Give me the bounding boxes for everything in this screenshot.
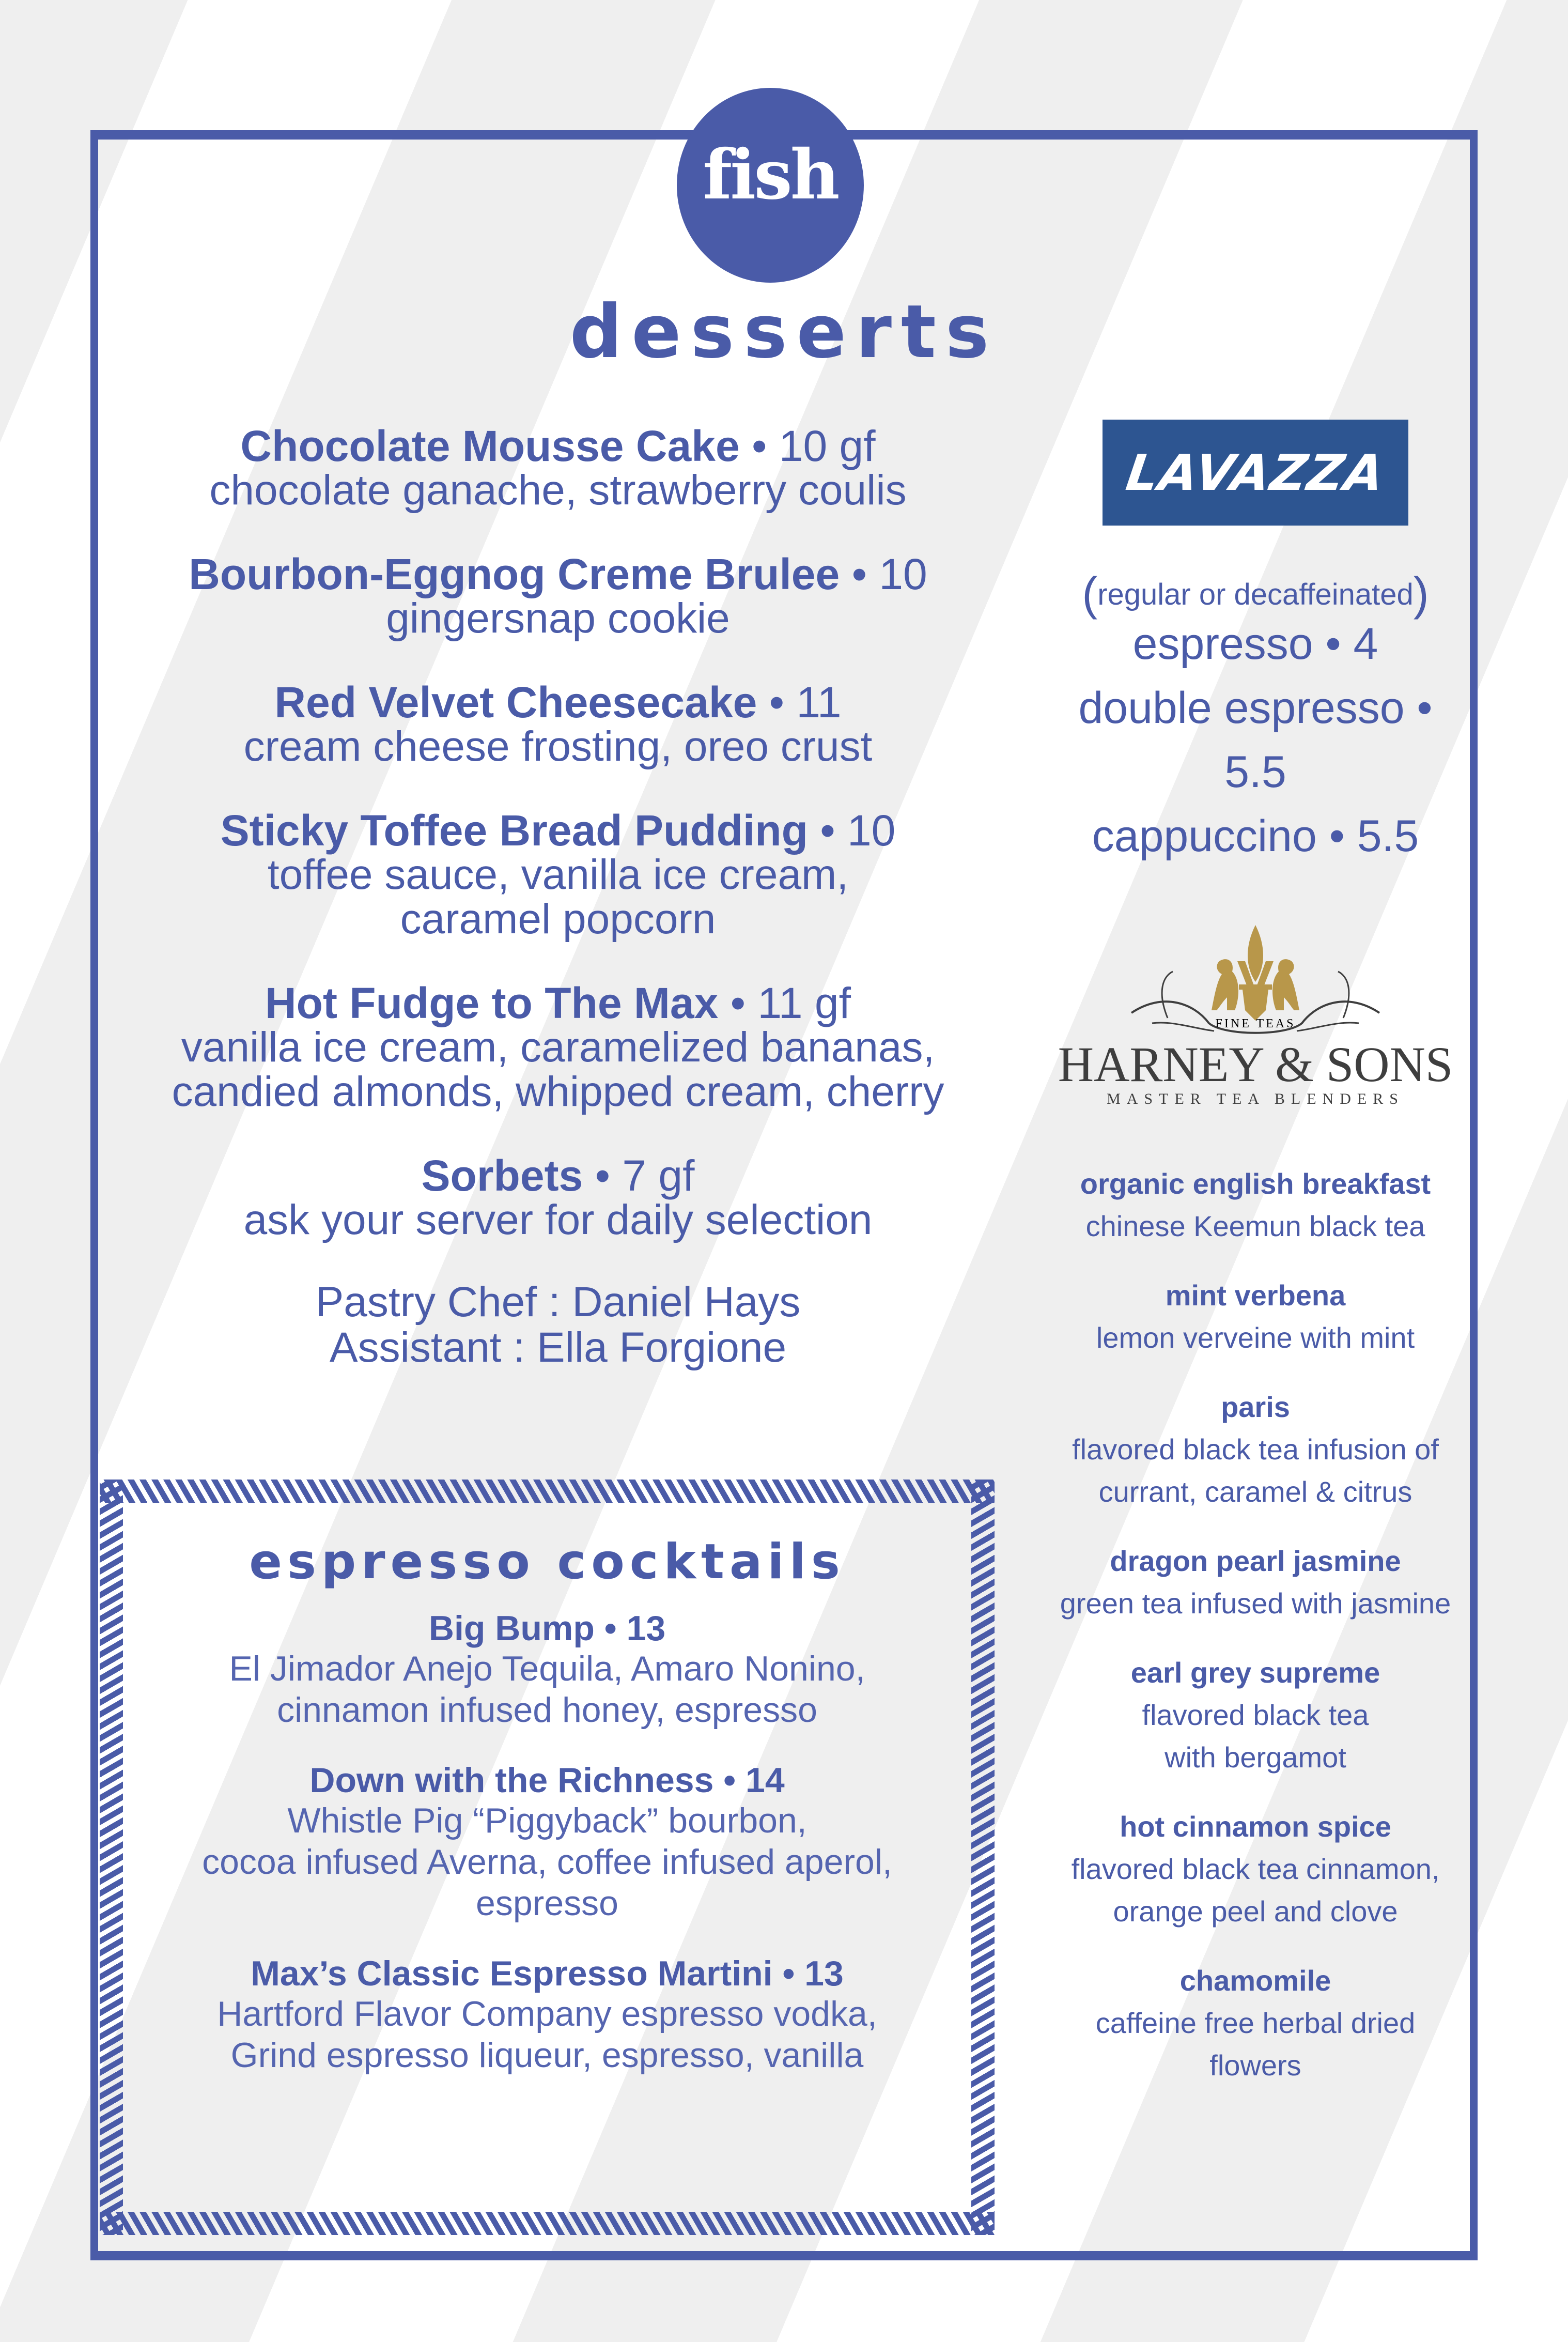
- cocktail-item: [123, 1954, 971, 2076]
- tea-item: [1028, 1806, 1483, 1933]
- dessert-item: [155, 808, 961, 942]
- rope-border-right: [971, 1480, 995, 2235]
- dessert-price: • 7 gf: [595, 1151, 695, 1200]
- page-title: desserts: [569, 289, 999, 375]
- tea-name: paris: [1221, 1391, 1290, 1423]
- cocktail-description: Grind espresso liqueur, espresso, vanilla: [230, 2036, 864, 2075]
- cocktail-title: Down with the Richness • 14: [309, 1761, 785, 1800]
- cocktail-title: Max’s Classic Espresso Martini • 13: [251, 1954, 844, 1993]
- coffee-note: (regular or decaffeinated): [1082, 568, 1429, 620]
- coffee-note-text: regular or decaffeinated: [1097, 578, 1414, 611]
- dessert-description: gingersnap cookie: [386, 595, 730, 642]
- dessert-price: • 10: [851, 550, 927, 598]
- tea-description: flavored black tea cinnamon,: [1071, 1853, 1440, 1885]
- cocktail-description: cocoa infused Averna, coffee infused aperol,: [202, 1842, 892, 1882]
- dessert-item: [155, 552, 961, 641]
- dessert-price: • 10: [820, 806, 896, 855]
- dessert-item: [155, 680, 961, 769]
- cocktail-description: Whistle Pig “Piggyback” bourbon,: [287, 1801, 807, 1840]
- logo-text: fish: [703, 135, 838, 215]
- crest-icon: [1121, 920, 1390, 1039]
- rope-border-bottom: [100, 2212, 995, 2235]
- cocktail-description: cinnamon infused honey, espresso: [277, 1690, 817, 1730]
- coffee-item: 5.5: [1224, 747, 1286, 797]
- tea-description: flavored black tea: [1142, 1699, 1369, 1731]
- tea-description: lemon verveine with mint: [1096, 1321, 1415, 1354]
- dessert-name: Hot Fudge to The Max: [265, 979, 719, 1027]
- espresso-cocktails-box: [100, 1480, 995, 2235]
- desserts-list: [155, 424, 961, 1370]
- tea-name: organic english breakfast: [1080, 1167, 1431, 1200]
- dessert-description: caramel popcorn: [400, 896, 716, 943]
- harney-brand-name: HARNEY & SONS: [1058, 1037, 1453, 1092]
- tea-description: flavored black tea infusion of: [1072, 1433, 1439, 1466]
- dessert-name: Sticky Toffee Bread Pudding: [220, 806, 808, 855]
- coffee-item: espresso • 4: [1132, 619, 1378, 669]
- dessert-name: Sorbets: [421, 1151, 583, 1200]
- dessert-description: vanilla ice cream, caramelized bananas,: [181, 1024, 935, 1071]
- tea-item: [1028, 1163, 1483, 1247]
- rope-border-left: [100, 1480, 123, 2235]
- tea-name: chamomile: [1179, 1964, 1331, 1997]
- dessert-description: toffee sauce, vanilla ice cream,: [267, 851, 849, 898]
- svg-text:FINE TEAS: FINE TEAS: [1215, 1017, 1296, 1030]
- dessert-description: cream cheese frosting, oreo crust: [243, 723, 873, 770]
- dessert-price: • 10 gf: [752, 422, 876, 470]
- cocktail-description: espresso: [476, 1884, 618, 1923]
- coffee-item: double espresso •: [1078, 683, 1433, 733]
- beverages-column: [1028, 420, 1483, 2114]
- tea-description: caffeine free herbal dried: [1095, 2007, 1416, 2039]
- dessert-name: Chocolate Mousse Cake: [240, 422, 740, 470]
- credits: [155, 1280, 961, 1370]
- dessert-description: candied almonds, whipped cream, cherry: [172, 1068, 944, 1115]
- rope-border-top: [100, 1480, 995, 1503]
- tea-description: green tea infused with jasmine: [1060, 1587, 1451, 1620]
- tea-description: currant, caramel & citrus: [1098, 1475, 1412, 1508]
- tea-name: mint verbena: [1165, 1279, 1346, 1312]
- dessert-price: • 11: [769, 678, 842, 727]
- tea-description: with bergamot: [1165, 1741, 1346, 1774]
- cocktail-description: El Jimador Anejo Tequila, Amaro Nonino,: [229, 1649, 865, 1688]
- cocktail-description: Hartford Flavor Company espresso vodka,: [217, 1994, 877, 2033]
- tea-item: [1028, 1386, 1483, 1513]
- tea-name: earl grey supreme: [1130, 1656, 1380, 1689]
- coffee-item: cappuccino • 5.5: [1092, 811, 1419, 861]
- cocktails-heading: espresso cocktails: [249, 1534, 845, 1590]
- lavazza-logo: [1103, 420, 1408, 526]
- dessert-item: [155, 981, 961, 1114]
- tea-name: dragon pearl jasmine: [1110, 1545, 1401, 1577]
- tea-description: orange peel and clove: [1113, 1895, 1398, 1928]
- tea-item: [1028, 1274, 1483, 1359]
- fish-logo: [677, 88, 864, 283]
- tea-item: [1028, 1652, 1483, 1779]
- dessert-name: Red Velvet Cheesecake: [274, 678, 757, 727]
- lavazza-logo-text: LAVAZZA: [1122, 443, 1389, 502]
- tea-item: [1028, 1960, 1483, 2087]
- dessert-description: ask your server for daily selection: [243, 1196, 873, 1243]
- dessert-description: chocolate ganache, strawberry coulis: [209, 467, 907, 514]
- tea-description: flowers: [1209, 2049, 1301, 2082]
- dessert-name: Bourbon-Eggnog Creme Brulee: [189, 550, 840, 598]
- cocktail-item: [123, 1761, 971, 1924]
- dessert-item: [155, 1153, 961, 1242]
- pastry-chef-credit: Pastry Chef : Daniel Hays: [315, 1278, 801, 1326]
- tea-item: [1028, 1540, 1483, 1625]
- harney-and-sons-logo: [1028, 920, 1483, 1163]
- tea-description: chinese Keemun black tea: [1085, 1210, 1425, 1242]
- tea-name: hot cinnamon spice: [1120, 1810, 1391, 1843]
- assistant-credit: Assistant : Ella Forgione: [329, 1324, 787, 1371]
- cocktail-title: Big Bump • 13: [428, 1609, 666, 1648]
- harney-brand-tagline: MASTER TEA BLENDERS: [1107, 1090, 1404, 1107]
- dessert-price: • 11 gf: [730, 979, 851, 1027]
- dessert-item: [155, 424, 961, 513]
- cocktail-item: [123, 1609, 971, 1731]
